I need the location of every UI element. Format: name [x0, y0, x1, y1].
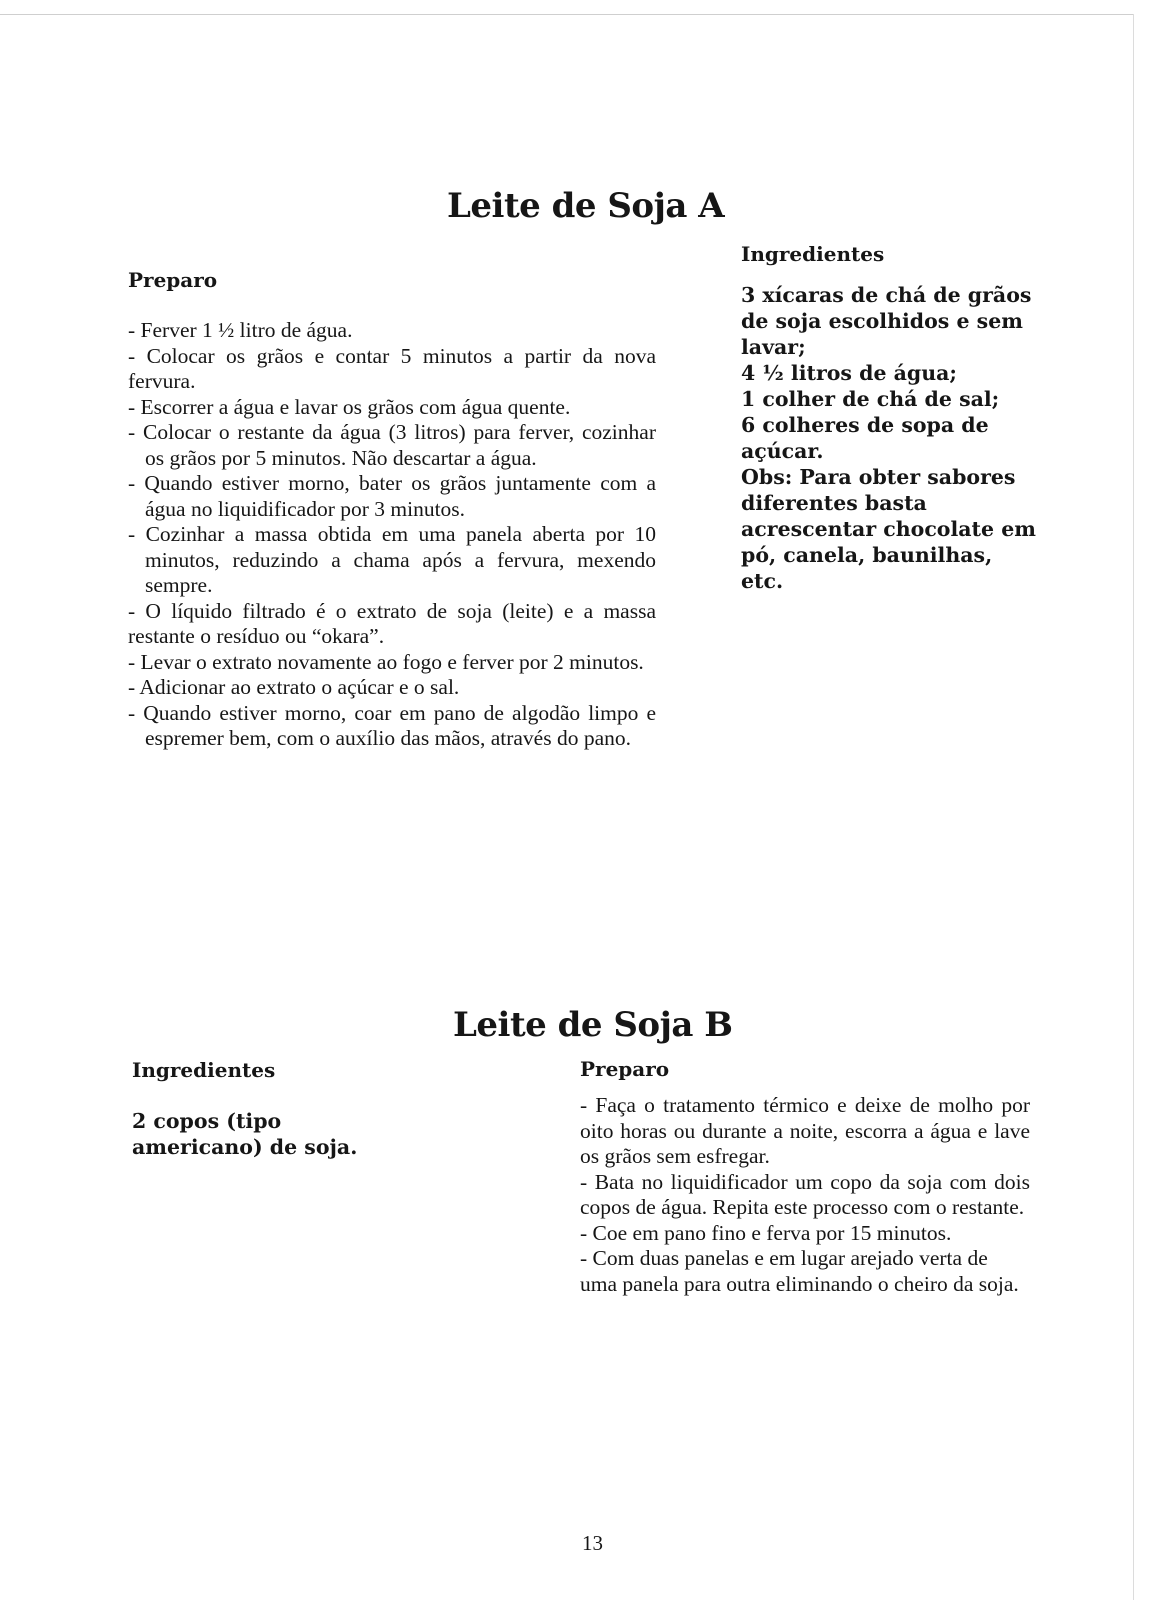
recipe-a-ingredient: 1 colher de chá de sal;: [741, 387, 1000, 411]
recipe-a-ingredients: [741, 282, 1036, 594]
recipe-a-title: Leite de Soja A: [447, 186, 725, 226]
recipe-a-note: Obs: Para obter sabores diferentes basta acrescentar chocolate em pó, canela, baunilhas, etc.: [741, 465, 1036, 593]
recipe-a-step: - Quando estiver morno, coar em pano de algodão limpo e espremer bem, com o auxílio das mãos, através do pano.: [128, 700, 656, 750]
recipe-b-step: - Bata no liquidificador um copo da soja com dois copos de água. Repita este processo com o restante.: [580, 1169, 1030, 1219]
recipe-a-ingredientes-heading: Ingredientes: [741, 242, 885, 266]
recipe-a-step: - Colocar o restante da água (3 litros) para ferver, cozinhar os grãos por 5 minutos. Não descartar a água.: [128, 420, 656, 470]
page-number: 13: [582, 1531, 603, 1555]
recipe-b-preparo-heading: Preparo: [580, 1057, 670, 1081]
recipe-a-ingredient: 3 xícaras de chá de grãos de soja escolhidos e sem lavar;: [741, 283, 1032, 359]
recipe-b-step: - Com duas panelas e em lugar arejado verta de uma panela para outra eliminando o cheiro da soja.: [580, 1246, 1019, 1296]
recipe-a-preparo-heading: Preparo: [128, 268, 218, 292]
recipe-a-ingredient: 6 colheres de sopa de açúcar.: [741, 413, 989, 463]
recipe-a-step: - Ferver 1 ½ litro de água.: [128, 318, 353, 342]
recipe-a-step: - Quando estiver morno, bater os grãos juntamente com a água no liquidificador por 3 minutos.: [128, 471, 656, 521]
recipe-b-ingredients: [132, 1108, 372, 1160]
recipe-a-step: - Adicionar ao extrato o açúcar e o sal.: [128, 675, 460, 699]
recipe-a-step: - Levar o extrato novamente ao fogo e ferver por 2 minutos.: [128, 649, 644, 674]
recipe-b-step: - Coe em pano fino e ferva por 15 minutos.: [580, 1220, 952, 1245]
recipe-a-steps: [128, 318, 656, 752]
scan-right-edge: [1133, 14, 1134, 1600]
recipe-b-step: - Faça o tratamento térmico e deixe de molho por oito horas ou durante a noite, escorra a água e lave os grãos sem esfregar.: [580, 1093, 1030, 1168]
recipe-a-step: - Escorrer a água e lavar os grãos com água quente.: [128, 394, 571, 419]
scan-top-edge: [0, 14, 1134, 15]
recipe-a-step: - Colocar os grãos e contar 5 minutos a partir da nova fervura.: [128, 343, 656, 393]
recipe-b-ingredient: 2 copos (tipo americano) de soja.: [132, 1109, 358, 1159]
recipe-a-step: - O líquido filtrado é o extrato de soja (leite) e a massa restante o resíduo ou “okara”.: [128, 598, 656, 648]
recipe-b-steps: [580, 1093, 1030, 1297]
recipe-a-step: - Cozinhar a massa obtida em uma panela aberta por 10 minutos, reduzindo a chama após a fervura, mexendo sempre.: [128, 522, 656, 597]
recipe-a-ingredient: 4 ½ litros de água;: [741, 361, 958, 385]
recipe-b-ingredientes-heading: Ingredientes: [132, 1058, 276, 1082]
recipe-b-title: Leite de Soja B: [453, 1005, 733, 1045]
